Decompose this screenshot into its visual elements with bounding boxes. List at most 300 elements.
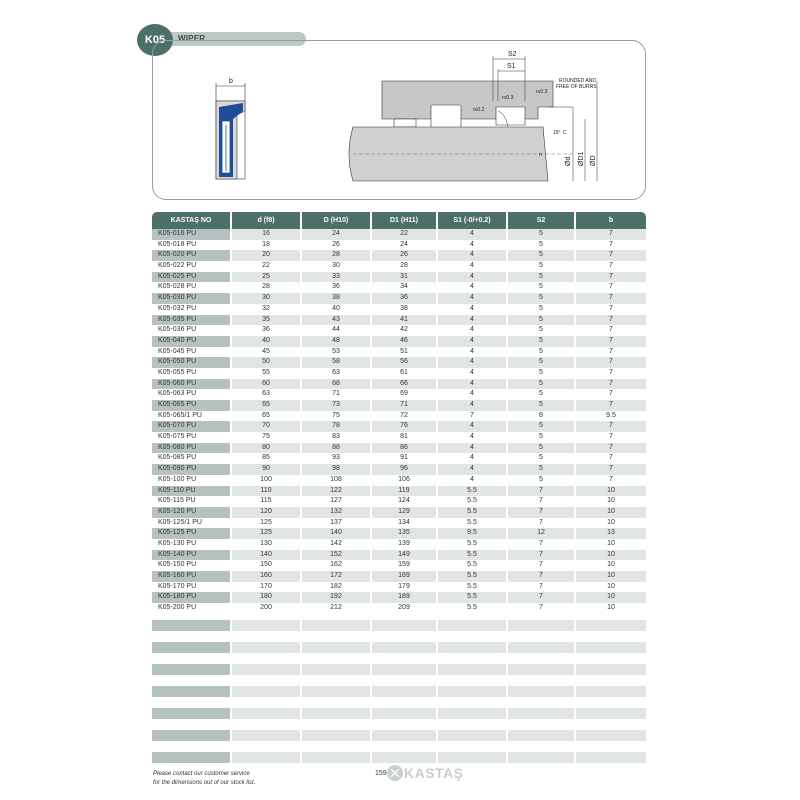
- cell-D: 182: [302, 582, 372, 593]
- blank-cell: [372, 653, 438, 664]
- cell-S1: 4: [438, 325, 508, 336]
- blank-cell: [302, 752, 372, 763]
- cell-D: 48: [302, 336, 372, 347]
- blank-cell: [152, 719, 232, 730]
- cell-b: 7: [576, 229, 646, 240]
- cell-d: 100: [232, 475, 302, 486]
- cell-D1: 119: [372, 486, 438, 497]
- blank-cell: [152, 642, 232, 653]
- blank-cell: [576, 631, 646, 642]
- cell-S1: 4: [438, 432, 508, 443]
- blank-cell: [152, 664, 232, 675]
- table-row: [152, 304, 646, 315]
- cell-code: K05-055 PU: [152, 368, 232, 379]
- blank-cell: [372, 675, 438, 686]
- cell-S2: 5: [508, 272, 576, 283]
- blank-cell: [152, 697, 232, 708]
- blank-cell: [302, 664, 372, 675]
- cell-S1: 9.5: [438, 528, 508, 539]
- cell-S2: 5: [508, 464, 576, 475]
- blank-cell: [508, 763, 576, 774]
- table-row: [152, 357, 646, 368]
- cell-D1: 71: [372, 400, 438, 411]
- table-row: [152, 261, 646, 272]
- cell-D: 192: [302, 592, 372, 603]
- cell-D1: 42: [372, 325, 438, 336]
- cell-S2: 7: [508, 550, 576, 561]
- blank-cell: [508, 697, 576, 708]
- cell-D: 98: [302, 464, 372, 475]
- table-row: [152, 550, 646, 561]
- cell-S2: 7: [508, 486, 576, 497]
- blank-cell: [508, 708, 576, 719]
- cell-d: 25: [232, 272, 302, 283]
- cell-D1: 91: [372, 453, 438, 464]
- cell-S1: 5.5: [438, 550, 508, 561]
- cell-S1: 7: [438, 411, 508, 422]
- blank-cell: [152, 730, 232, 741]
- blank-cell: [372, 620, 438, 631]
- blank-cell: [508, 686, 576, 697]
- cell-d: 50: [232, 357, 302, 368]
- table-row: [152, 475, 646, 486]
- table-row: [152, 603, 646, 614]
- table-row: [152, 571, 646, 582]
- blank-cell: [372, 642, 438, 653]
- blank-row: [152, 664, 646, 675]
- cell-D: 108: [302, 475, 372, 486]
- cell-D1: 38: [372, 304, 438, 315]
- blank-cell: [152, 653, 232, 664]
- cell-S2: 5: [508, 379, 576, 390]
- cell-code: K05-075 PU: [152, 432, 232, 443]
- cell-d: 40: [232, 336, 302, 347]
- stock-note-line1: Please contact our customer service: [153, 771, 250, 777]
- cell-S2: 5: [508, 336, 576, 347]
- blank-cell: [438, 642, 508, 653]
- table-row: [152, 293, 646, 304]
- cell-b: 7: [576, 272, 646, 283]
- brand-name: KASTAŞ: [404, 765, 464, 781]
- cell-S2: 5: [508, 453, 576, 464]
- cell-S2: 7: [508, 507, 576, 518]
- cell-code: K05-115 PU: [152, 496, 232, 507]
- cell-b: 10: [607, 518, 615, 526]
- blank-cell: [576, 730, 646, 741]
- cell-D: 127: [302, 496, 372, 507]
- cell-D: 83: [302, 432, 372, 443]
- cell-b: 7: [576, 379, 646, 390]
- cell-S1: 4: [438, 229, 508, 240]
- blank-cell: [152, 708, 232, 719]
- blank-cell: [508, 642, 576, 653]
- blank-cell: [302, 620, 372, 631]
- blank-cell: [232, 631, 302, 642]
- cell-d: 160: [232, 571, 302, 582]
- cell-D1: 31: [372, 272, 438, 283]
- seal-cross-section: [216, 78, 245, 179]
- cell-d: 125: [232, 518, 302, 529]
- col-header-b: b: [608, 217, 614, 224]
- cell-code: K05-125 PU: [152, 528, 232, 539]
- blank-cell: [508, 653, 576, 664]
- cell-D: 75: [302, 411, 372, 422]
- blank-cell: [302, 675, 372, 686]
- blank-cell: [372, 730, 438, 741]
- cell-S2: 12: [508, 528, 576, 539]
- cell-b: 10: [607, 561, 615, 569]
- cell-code: K05-035 PU: [152, 315, 232, 326]
- cell-D: 40: [302, 304, 372, 315]
- cell-b: 7: [609, 390, 613, 398]
- cell-code: K05-063 PU: [152, 389, 232, 400]
- blank-cell: [438, 664, 508, 675]
- cell-d: 36: [232, 325, 302, 336]
- cell-b: 10: [576, 592, 646, 603]
- cell-S1: 4: [438, 261, 508, 272]
- cell-d: 28: [232, 282, 302, 293]
- radius-label-a: r≤0.3: [536, 89, 548, 95]
- cell-D: 78: [302, 421, 372, 432]
- cell-S2: 5: [508, 389, 576, 400]
- cell-b: 10: [576, 507, 646, 518]
- cell-D1: 66: [372, 379, 438, 390]
- cell-d: 200: [232, 603, 302, 614]
- cell-D: 88: [302, 443, 372, 454]
- cell-code: K05-028 PU: [152, 282, 232, 293]
- blank-cell: [576, 620, 646, 631]
- table-row: [152, 507, 646, 518]
- cell-S2: 7: [508, 603, 576, 614]
- cell-d: 70: [232, 421, 302, 432]
- cell-code: K05-025 PU: [152, 272, 232, 283]
- cell-S1: 4: [438, 400, 508, 411]
- col-header-S1: S1 (-0/+0.2): [438, 212, 508, 229]
- cell-D1: 36: [372, 293, 438, 304]
- cell-code: K05-125/1 PU: [152, 518, 232, 529]
- cell-D1: 76: [372, 421, 438, 432]
- cell-D1: 106: [372, 475, 438, 486]
- blank-cell: [576, 642, 646, 653]
- cell-d: 170: [232, 582, 302, 593]
- cell-D1: 56: [372, 357, 438, 368]
- blank-cell: [302, 763, 372, 774]
- cell-b: 10: [576, 486, 646, 497]
- cell-code: K05-090 PU: [152, 464, 232, 475]
- cell-d: 16: [232, 229, 302, 240]
- cell-d: 110: [232, 486, 302, 497]
- table-row: [152, 486, 646, 497]
- chamfer-label: C: [563, 130, 567, 136]
- cell-d: 75: [232, 432, 302, 443]
- cell-b: 7: [609, 454, 613, 462]
- cell-S1: 4: [438, 443, 508, 454]
- cell-D: 172: [302, 571, 372, 582]
- cell-d: 80: [232, 443, 302, 454]
- blank-row: [152, 708, 646, 719]
- blank-row: [152, 675, 646, 686]
- cell-D: 53: [302, 347, 372, 358]
- cell-D1: 96: [372, 464, 438, 475]
- cell-S2: 5: [508, 475, 576, 486]
- blank-row: [152, 730, 646, 741]
- blank-cell: [302, 708, 372, 719]
- cell-d: 140: [232, 550, 302, 561]
- cell-d: 180: [232, 592, 302, 603]
- cell-code: K05-100 PU: [152, 475, 232, 486]
- blank-cell: [152, 752, 232, 763]
- cell-S1: 4: [438, 304, 508, 315]
- cell-D: 122: [302, 486, 372, 497]
- cell-S1: 4: [438, 293, 508, 304]
- blank-cell: [576, 664, 646, 675]
- blank-cell: [232, 741, 302, 752]
- cell-b: 7: [576, 315, 646, 326]
- cell-b: 13: [576, 528, 646, 539]
- blank-cell: [508, 752, 576, 763]
- cell-code: K05-020 PU: [152, 250, 232, 261]
- blank-cell: [372, 697, 438, 708]
- cell-S2: 5: [508, 432, 576, 443]
- blank-cell: [438, 741, 508, 752]
- cell-D1: 179: [372, 582, 438, 593]
- cell-D: 44: [302, 325, 372, 336]
- wiper-drawing: [153, 41, 647, 201]
- cell-S1: 4: [438, 357, 508, 368]
- blank-cell: [576, 697, 646, 708]
- cell-code: K05-022 PU: [152, 261, 232, 272]
- blank-cell: [232, 675, 302, 686]
- cell-S2: 5: [508, 347, 576, 358]
- blank-cell: [576, 686, 646, 697]
- cell-S1: 4: [438, 240, 508, 251]
- cell-S2: 5: [508, 325, 576, 336]
- cell-D1: 134: [372, 518, 438, 529]
- table-row: [152, 368, 646, 379]
- table-row: [152, 464, 646, 475]
- cell-b: 7: [576, 336, 646, 347]
- blank-cell: [232, 653, 302, 664]
- cell-code: K05-150 PU: [152, 560, 232, 571]
- note-burrs: FREE OF BURRS: [556, 84, 597, 90]
- cell-code: K05-036 PU: [152, 325, 232, 336]
- blank-cell: [302, 741, 372, 752]
- cell-code: K05-140 PU: [152, 550, 232, 561]
- blank-cell: [438, 675, 508, 686]
- blank-row: [152, 741, 646, 752]
- cell-d: 22: [232, 261, 302, 272]
- table-row: [152, 592, 646, 603]
- cell-code: K05-018 PU: [152, 240, 232, 251]
- cell-D: 68: [302, 379, 372, 390]
- cell-S2: 5: [508, 304, 576, 315]
- cell-D: 63: [302, 368, 372, 379]
- cell-S2: 5: [508, 250, 576, 261]
- cell-d: 65: [232, 411, 302, 422]
- table-row: [152, 325, 646, 336]
- cell-b: 7: [576, 464, 646, 475]
- cell-code: K05-065 PU: [152, 400, 232, 411]
- cell-b: 7: [576, 250, 646, 261]
- blank-cell: [302, 719, 372, 730]
- table-row: [152, 282, 646, 293]
- table-row: [152, 539, 646, 550]
- blank-cell: [232, 708, 302, 719]
- cell-D: 38: [302, 293, 372, 304]
- cell-d: 45: [232, 347, 302, 358]
- dim-b-label: b: [229, 78, 233, 85]
- col-header-code: KASTAŞ NO: [152, 212, 232, 229]
- cell-S2: 5: [508, 443, 576, 454]
- cell-D: 73: [302, 400, 372, 411]
- col-header-D1: D1 (H11): [372, 212, 438, 229]
- cell-D1: 34: [372, 282, 438, 293]
- cell-S2: 5: [508, 315, 576, 326]
- cell-code: K05-032 PU: [152, 304, 232, 315]
- blank-cell: [302, 730, 372, 741]
- cell-S1: 4: [438, 453, 508, 464]
- table-row: [152, 432, 646, 443]
- cell-S1: 4: [438, 336, 508, 347]
- cell-S1: 4: [438, 464, 508, 475]
- blank-cell: [508, 620, 576, 631]
- cell-d: 90: [232, 464, 302, 475]
- cell-D1: 24: [372, 240, 438, 251]
- cell-D: 132: [302, 507, 372, 518]
- cell-S1: 5.5: [438, 539, 508, 550]
- cell-D1: 86: [372, 443, 438, 454]
- cell-b: 7: [609, 433, 613, 441]
- stock-note: [153, 770, 255, 788]
- blank-cell: [576, 708, 646, 719]
- cell-S1: 4: [438, 475, 508, 486]
- cell-S2: 5: [508, 400, 576, 411]
- cell-code: K05-085 PU: [152, 453, 232, 464]
- cell-D: 33: [302, 272, 372, 283]
- blank-row: [152, 620, 646, 631]
- cell-S2: 7: [508, 518, 576, 529]
- cell-D: 30: [302, 261, 372, 272]
- table-row: [152, 389, 646, 400]
- cell-S1: 4: [438, 389, 508, 400]
- cell-S2: 5: [508, 357, 576, 368]
- table-row: [152, 229, 646, 240]
- cell-D1: 51: [372, 347, 438, 358]
- cell-S1: 4: [438, 315, 508, 326]
- cell-b: 7: [609, 240, 613, 248]
- blank-cell: [232, 664, 302, 675]
- cell-code: K05-110 PU: [152, 486, 232, 497]
- table-row: [152, 518, 646, 529]
- blank-row: [152, 697, 646, 708]
- radius-label-b: r≤0.3: [502, 95, 514, 101]
- blank-cell: [438, 708, 508, 719]
- cell-D1: 46: [372, 336, 438, 347]
- col-header-D: D (H10): [302, 212, 372, 229]
- blank-cell: [232, 730, 302, 741]
- blank-cell: [372, 664, 438, 675]
- blank-row: [152, 686, 646, 697]
- cell-S1: 5.5: [438, 603, 508, 614]
- cell-code: K05-180 PU: [152, 592, 232, 603]
- cell-code: K05-200 PU: [152, 603, 232, 614]
- cell-S2: 5: [508, 421, 576, 432]
- col-header-S2: S2: [508, 212, 576, 229]
- product-name: WIPER: [178, 34, 206, 43]
- blank-cell: [152, 741, 232, 752]
- blank-cell: [508, 631, 576, 642]
- radius-label-c: r≤0.2: [473, 107, 485, 113]
- cell-code: K05-080 PU: [152, 443, 232, 454]
- cell-D: 142: [302, 539, 372, 550]
- blank-cell: [576, 752, 646, 763]
- cell-S2: 7: [508, 560, 576, 571]
- cell-S2: 5: [508, 368, 576, 379]
- cell-d: 55: [232, 368, 302, 379]
- blank-cell: [438, 653, 508, 664]
- cell-b: 7: [609, 262, 613, 270]
- cell-S1: 5.5: [438, 486, 508, 497]
- table-row: [152, 347, 646, 358]
- cell-b: 7: [576, 293, 646, 304]
- cell-code: K05-060 PU: [152, 379, 232, 390]
- cell-d: 125: [232, 528, 302, 539]
- cell-S2: 7: [508, 496, 576, 507]
- cell-code: K05-016 PU: [152, 229, 232, 240]
- cell-d: 32: [232, 304, 302, 315]
- cell-D: 162: [302, 560, 372, 571]
- blank-cell: [302, 686, 372, 697]
- table-row: [152, 421, 646, 432]
- cell-b: 9.5: [606, 411, 616, 419]
- dimension-table: [152, 212, 646, 614]
- cell-d: 150: [232, 560, 302, 571]
- cell-D1: 135: [372, 528, 438, 539]
- table-row: [152, 582, 646, 593]
- cell-code: K05-050 PU: [152, 357, 232, 368]
- cell-D: 24: [302, 229, 372, 240]
- cell-D: 26: [302, 240, 372, 251]
- blank-cell: [576, 763, 646, 774]
- cell-D: 36: [302, 282, 372, 293]
- cell-S2: 5: [508, 293, 576, 304]
- cell-b: 7: [576, 357, 646, 368]
- cell-D1: 28: [372, 261, 438, 272]
- cell-S1: 4: [438, 272, 508, 283]
- technical-drawing-panel: [152, 40, 646, 200]
- cell-b: 10: [576, 571, 646, 582]
- cell-code: K05-070 PU: [152, 421, 232, 432]
- table-row: [152, 315, 646, 326]
- blank-cell: [508, 730, 576, 741]
- dim-d1-label: ØD1: [578, 151, 585, 166]
- cell-D1: 209: [372, 603, 438, 614]
- cell-S1: 4: [438, 347, 508, 358]
- cell-S1: 5.5: [438, 571, 508, 582]
- blank-cell: [232, 620, 302, 631]
- cell-D: 152: [302, 550, 372, 561]
- cell-d: 65: [232, 400, 302, 411]
- cell-S1: 4: [438, 368, 508, 379]
- col-header-d: d (f8): [232, 212, 302, 229]
- table-row: [152, 496, 646, 507]
- blank-cell: [508, 719, 576, 730]
- cell-D1: 81: [372, 432, 438, 443]
- cell-D1: 129: [372, 507, 438, 518]
- cell-S1: 4: [438, 282, 508, 293]
- table-header: [152, 212, 646, 229]
- table-row: [152, 453, 646, 464]
